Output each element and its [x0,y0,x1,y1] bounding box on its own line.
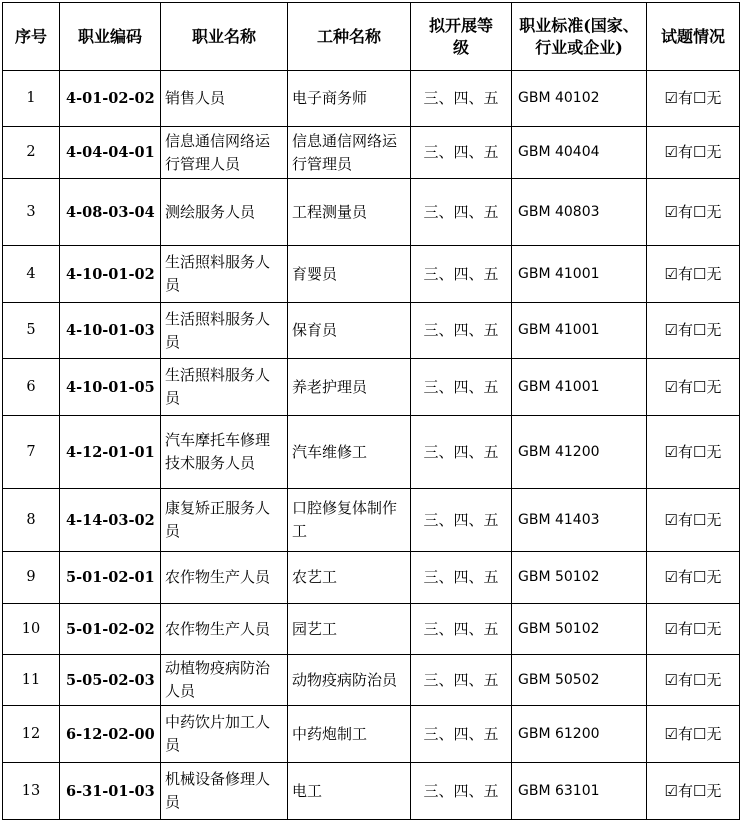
cell-level: 三、四、五 [411,303,512,359]
cell-seq: 12 [3,706,60,763]
cell-code: 4-14-03-02 [60,489,161,552]
cell-level: 三、四、五 [411,763,512,820]
cell-exam-checkbox: ☑有☐无 [647,179,740,246]
cell-seq: 7 [3,416,60,489]
cell-standard: GBM 50502 [512,655,647,706]
cell-code: 4-10-01-02 [60,246,161,303]
header-code: 职业编码 [60,3,161,71]
cell-seq: 2 [3,127,60,179]
cell-job: 保育员 [288,303,411,359]
cell-exam-checkbox: ☑有☐无 [647,763,740,820]
cell-code: 6-12-02-00 [60,706,161,763]
cell-seq: 3 [3,179,60,246]
cell-seq: 9 [3,552,60,604]
cell-code: 6-31-01-03 [60,763,161,820]
cell-job: 农艺工 [288,552,411,604]
table-row [3,246,740,303]
cell-level: 三、四、五 [411,416,512,489]
table-row [3,179,740,246]
cell-exam-checkbox: ☑有☐无 [647,303,740,359]
cell-code: 4-01-02-02 [60,71,161,127]
cell-seq: 5 [3,303,60,359]
cell-seq: 6 [3,359,60,416]
cell-occupation: 测绘服务人员 [161,179,288,246]
cell-occupation: 动植物疫病防治人员 [161,655,288,706]
table-row [3,655,740,706]
table-row [3,416,740,489]
cell-code: 4-10-01-05 [60,359,161,416]
cell-code: 5-01-02-01 [60,552,161,604]
cell-level: 三、四、五 [411,179,512,246]
cell-exam-checkbox: ☑有☐无 [647,604,740,655]
cell-occupation: 中药饮片加工人员 [161,706,288,763]
cell-job: 养老护理员 [288,359,411,416]
cell-standard: GBM 41001 [512,303,647,359]
cell-exam-checkbox: ☑有☐无 [647,552,740,604]
header-exam: 试题情况 [647,3,740,71]
cell-occupation: 汽车摩托车修理技术服务人员 [161,416,288,489]
cell-job: 动物疫病防治员 [288,655,411,706]
table-row [3,604,740,655]
cell-seq: 1 [3,71,60,127]
cell-level: 三、四、五 [411,127,512,179]
table-row [3,359,740,416]
cell-seq: 10 [3,604,60,655]
cell-code: 4-10-01-03 [60,303,161,359]
cell-level: 三、四、五 [411,706,512,763]
cell-level: 三、四、五 [411,552,512,604]
cell-code: 5-05-02-03 [60,655,161,706]
cell-code: 5-01-02-02 [60,604,161,655]
cell-code: 4-12-01-01 [60,416,161,489]
cell-standard: GBM 50102 [512,552,647,604]
table-row [3,489,740,552]
header-occupation: 职业名称 [161,3,288,71]
cell-occupation: 农作物生产人员 [161,552,288,604]
cell-exam-checkbox: ☑有☐无 [647,246,740,303]
cell-standard: GBM 41001 [512,246,647,303]
cell-code: 4-04-04-01 [60,127,161,179]
table-row [3,127,740,179]
cell-level: 三、四、五 [411,655,512,706]
table-row [3,71,740,127]
cell-exam-checkbox: ☑有☐无 [647,71,740,127]
header-job: 工种名称 [288,3,411,71]
cell-job: 电工 [288,763,411,820]
table-row [3,706,740,763]
cell-standard: GBM 41001 [512,359,647,416]
cell-occupation: 农作物生产人员 [161,604,288,655]
cell-exam-checkbox: ☑有☐无 [647,127,740,179]
cell-standard: GBM 40102 [512,71,647,127]
cell-job: 园艺工 [288,604,411,655]
cell-occupation: 销售人员 [161,71,288,127]
cell-exam-checkbox: ☑有☐无 [647,359,740,416]
header-seq: 序号 [3,3,60,71]
cell-job: 电子商务师 [288,71,411,127]
cell-standard: GBM 61200 [512,706,647,763]
cell-job: 口腔修复体制作工 [288,489,411,552]
cell-level: 三、四、五 [411,71,512,127]
cell-seq: 11 [3,655,60,706]
cell-standard: GBM 40803 [512,179,647,246]
cell-seq: 13 [3,763,60,820]
table-row [3,303,740,359]
cell-exam-checkbox: ☑有☐无 [647,655,740,706]
cell-occupation: 生活照料服务人员 [161,303,288,359]
header-level: 拟开展等级 [411,3,512,71]
table-row [3,552,740,604]
cell-job: 信息通信网络运行管理员 [288,127,411,179]
cell-seq: 4 [3,246,60,303]
cell-level: 三、四、五 [411,489,512,552]
cell-job: 工程测量员 [288,179,411,246]
cell-occupation: 生活照料服务人员 [161,359,288,416]
cell-level: 三、四、五 [411,246,512,303]
cell-occupation: 康复矫正服务人员 [161,489,288,552]
cell-job: 汽车维修工 [288,416,411,489]
cell-occupation: 信息通信网络运行管理人员 [161,127,288,179]
cell-code: 4-08-03-04 [60,179,161,246]
cell-job: 中药炮制工 [288,706,411,763]
cell-standard: GBM 63101 [512,763,647,820]
cell-occupation: 生活照料服务人员 [161,246,288,303]
cell-standard: GBM 40404 [512,127,647,179]
cell-job: 育婴员 [288,246,411,303]
cell-standard: GBM 50102 [512,604,647,655]
cell-exam-checkbox: ☑有☐无 [647,416,740,489]
occupation-table [2,2,740,820]
cell-standard: GBM 41200 [512,416,647,489]
cell-level: 三、四、五 [411,359,512,416]
cell-standard: GBM 41403 [512,489,647,552]
cell-exam-checkbox: ☑有☐无 [647,489,740,552]
cell-exam-checkbox: ☑有☐无 [647,706,740,763]
header-standard: 职业标准(国家、行业或企业) [512,3,647,71]
cell-seq: 8 [3,489,60,552]
table-row [3,763,740,820]
header-row [3,3,740,71]
cell-occupation: 机械设备修理人员 [161,763,288,820]
cell-level: 三、四、五 [411,604,512,655]
